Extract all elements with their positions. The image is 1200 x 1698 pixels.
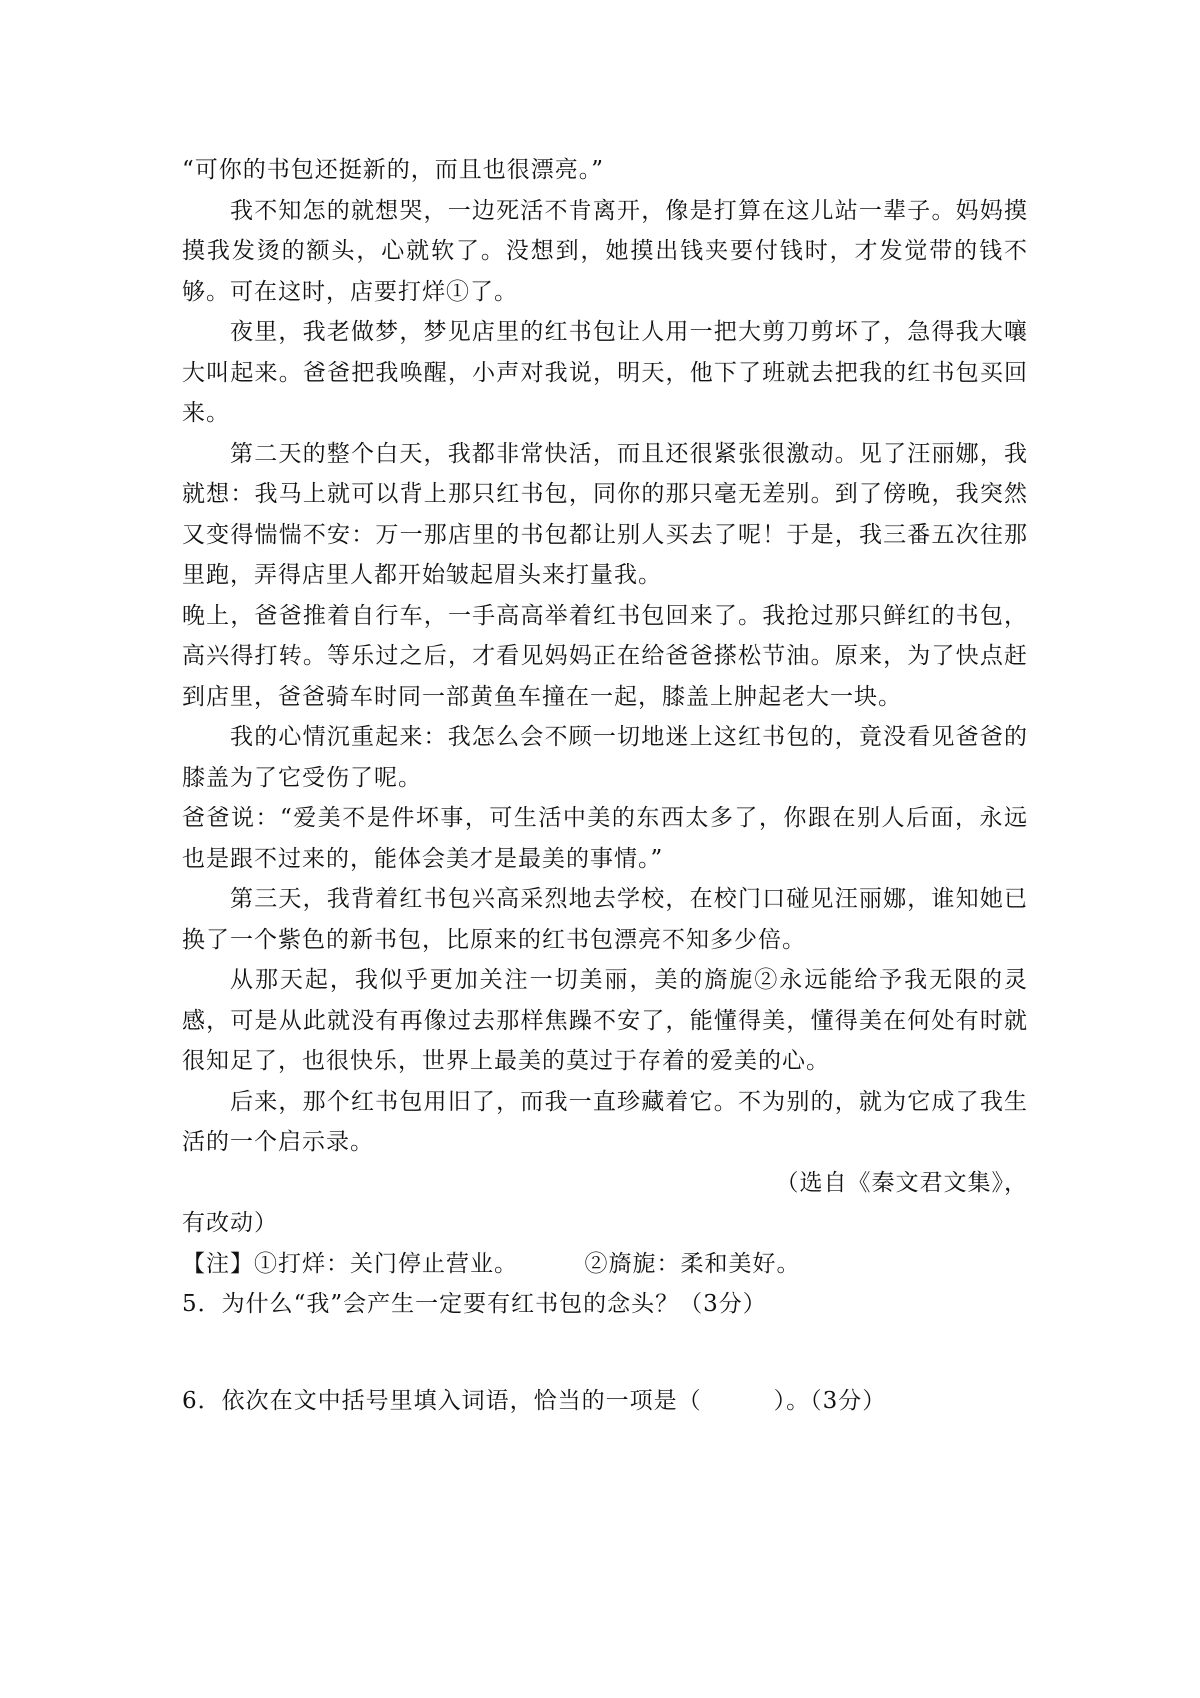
paragraph-3: 夜里，我老做梦，梦见店里的红书包让人用一把大剪刀剪坏了，急得我大嚷大叫起来。爸爸把我唤醒，小声对我说，明天，他下了班就去把我的红书包买回来。 bbox=[182, 319, 1028, 426]
question-6: 6．依次在文中括号里填入词语，恰当的一项是（ ）。（3分） bbox=[182, 1387, 887, 1414]
source-citation-line1: （选自《秦文君文集》， bbox=[775, 1169, 1028, 1196]
passage bbox=[182, 150, 1028, 1284]
paragraph-7: 爸爸说：“爱美不是件坏事，可生活中美的东西太多了，你跟在别人后面，永远也是跟不过来的，能体会美才是最美的事情。” bbox=[182, 805, 1028, 872]
paragraph-9: 从那天起，我似乎更加关注一切美丽，美的旖旎②永远能给予我无限的灵感，可是从此就没有再像过去那样焦躁不安了，能懂得美，懂得美在何处有时就很知足了，也很快乐，世界上最美的莫过于存着的爱美的心。 bbox=[182, 967, 1028, 1074]
document-page bbox=[182, 150, 1028, 1421]
source-citation-line2: 有改动） bbox=[182, 1210, 278, 1236]
paragraph-10: 后来，那个红书包用旧了，而我一直珍藏着它。不为别的，就为它成了我生活的一个启示录。 bbox=[182, 1088, 1028, 1155]
paragraph-4: 第二天的整个白天，我都非常快活，而且还很紧张很激动。见了汪丽娜，我就想：我马上就可以背上那只红书包，同你的那只毫无差别。到了傍晚，我突然又变得惴惴不安：万一那店里的书包都让别人买去了呢！于是，我三番五次往那里跑，弄得店里人都开始皱起眉头来打量我。 bbox=[182, 440, 1028, 588]
footnote-item-1: ①打烊：关门停止营业。 bbox=[254, 1250, 518, 1277]
footnote bbox=[182, 1244, 1028, 1285]
paragraph-2: 我不知怎的就想哭，一边死活不肯离开，像是打算在这儿站一辈子。妈妈摸摸我发烫的额头，心就软了。没想到，她摸出钱夹要付钱时，才发觉带的钱不够。可在这时，店要打烊①了。 bbox=[182, 197, 1028, 305]
paragraph-5: 晚上，爸爸推着自行车，一手高高举着红书包回来了。我抢过那只鲜红的书包，高兴得打转。等乐过之后，才看见妈妈正在给爸爸搽松节油。原来，为了快点赶到店里，爸爸骑车时同一部黄鱼车撞在一起，膝盖上肿起老大一块。 bbox=[182, 602, 1028, 710]
paragraph-8: 第三天，我背着红书包兴高采烈地去学校，在校门口碰见汪丽娜，谁知她已换了一个紫色的新书包，比原来的红书包漂亮不知多少倍。 bbox=[182, 886, 1028, 953]
paragraph-1: “可你的书包还挺新的，而且也很漂亮。” bbox=[182, 157, 605, 183]
footnote-item-2: ②旖旎：柔和美好。 bbox=[584, 1250, 801, 1277]
question-5: 5．为什么“我”会产生一定要有红书包的念头？（3分） bbox=[182, 1291, 767, 1317]
footnote-label: 【注】 bbox=[182, 1250, 254, 1277]
paragraph-6: 我的心情沉重起来：我怎么会不顾一切地迷上这红书包的，竟没看见爸爸的膝盖为了它受伤了呢。 bbox=[182, 724, 1028, 791]
footnote-gap bbox=[518, 1251, 585, 1277]
